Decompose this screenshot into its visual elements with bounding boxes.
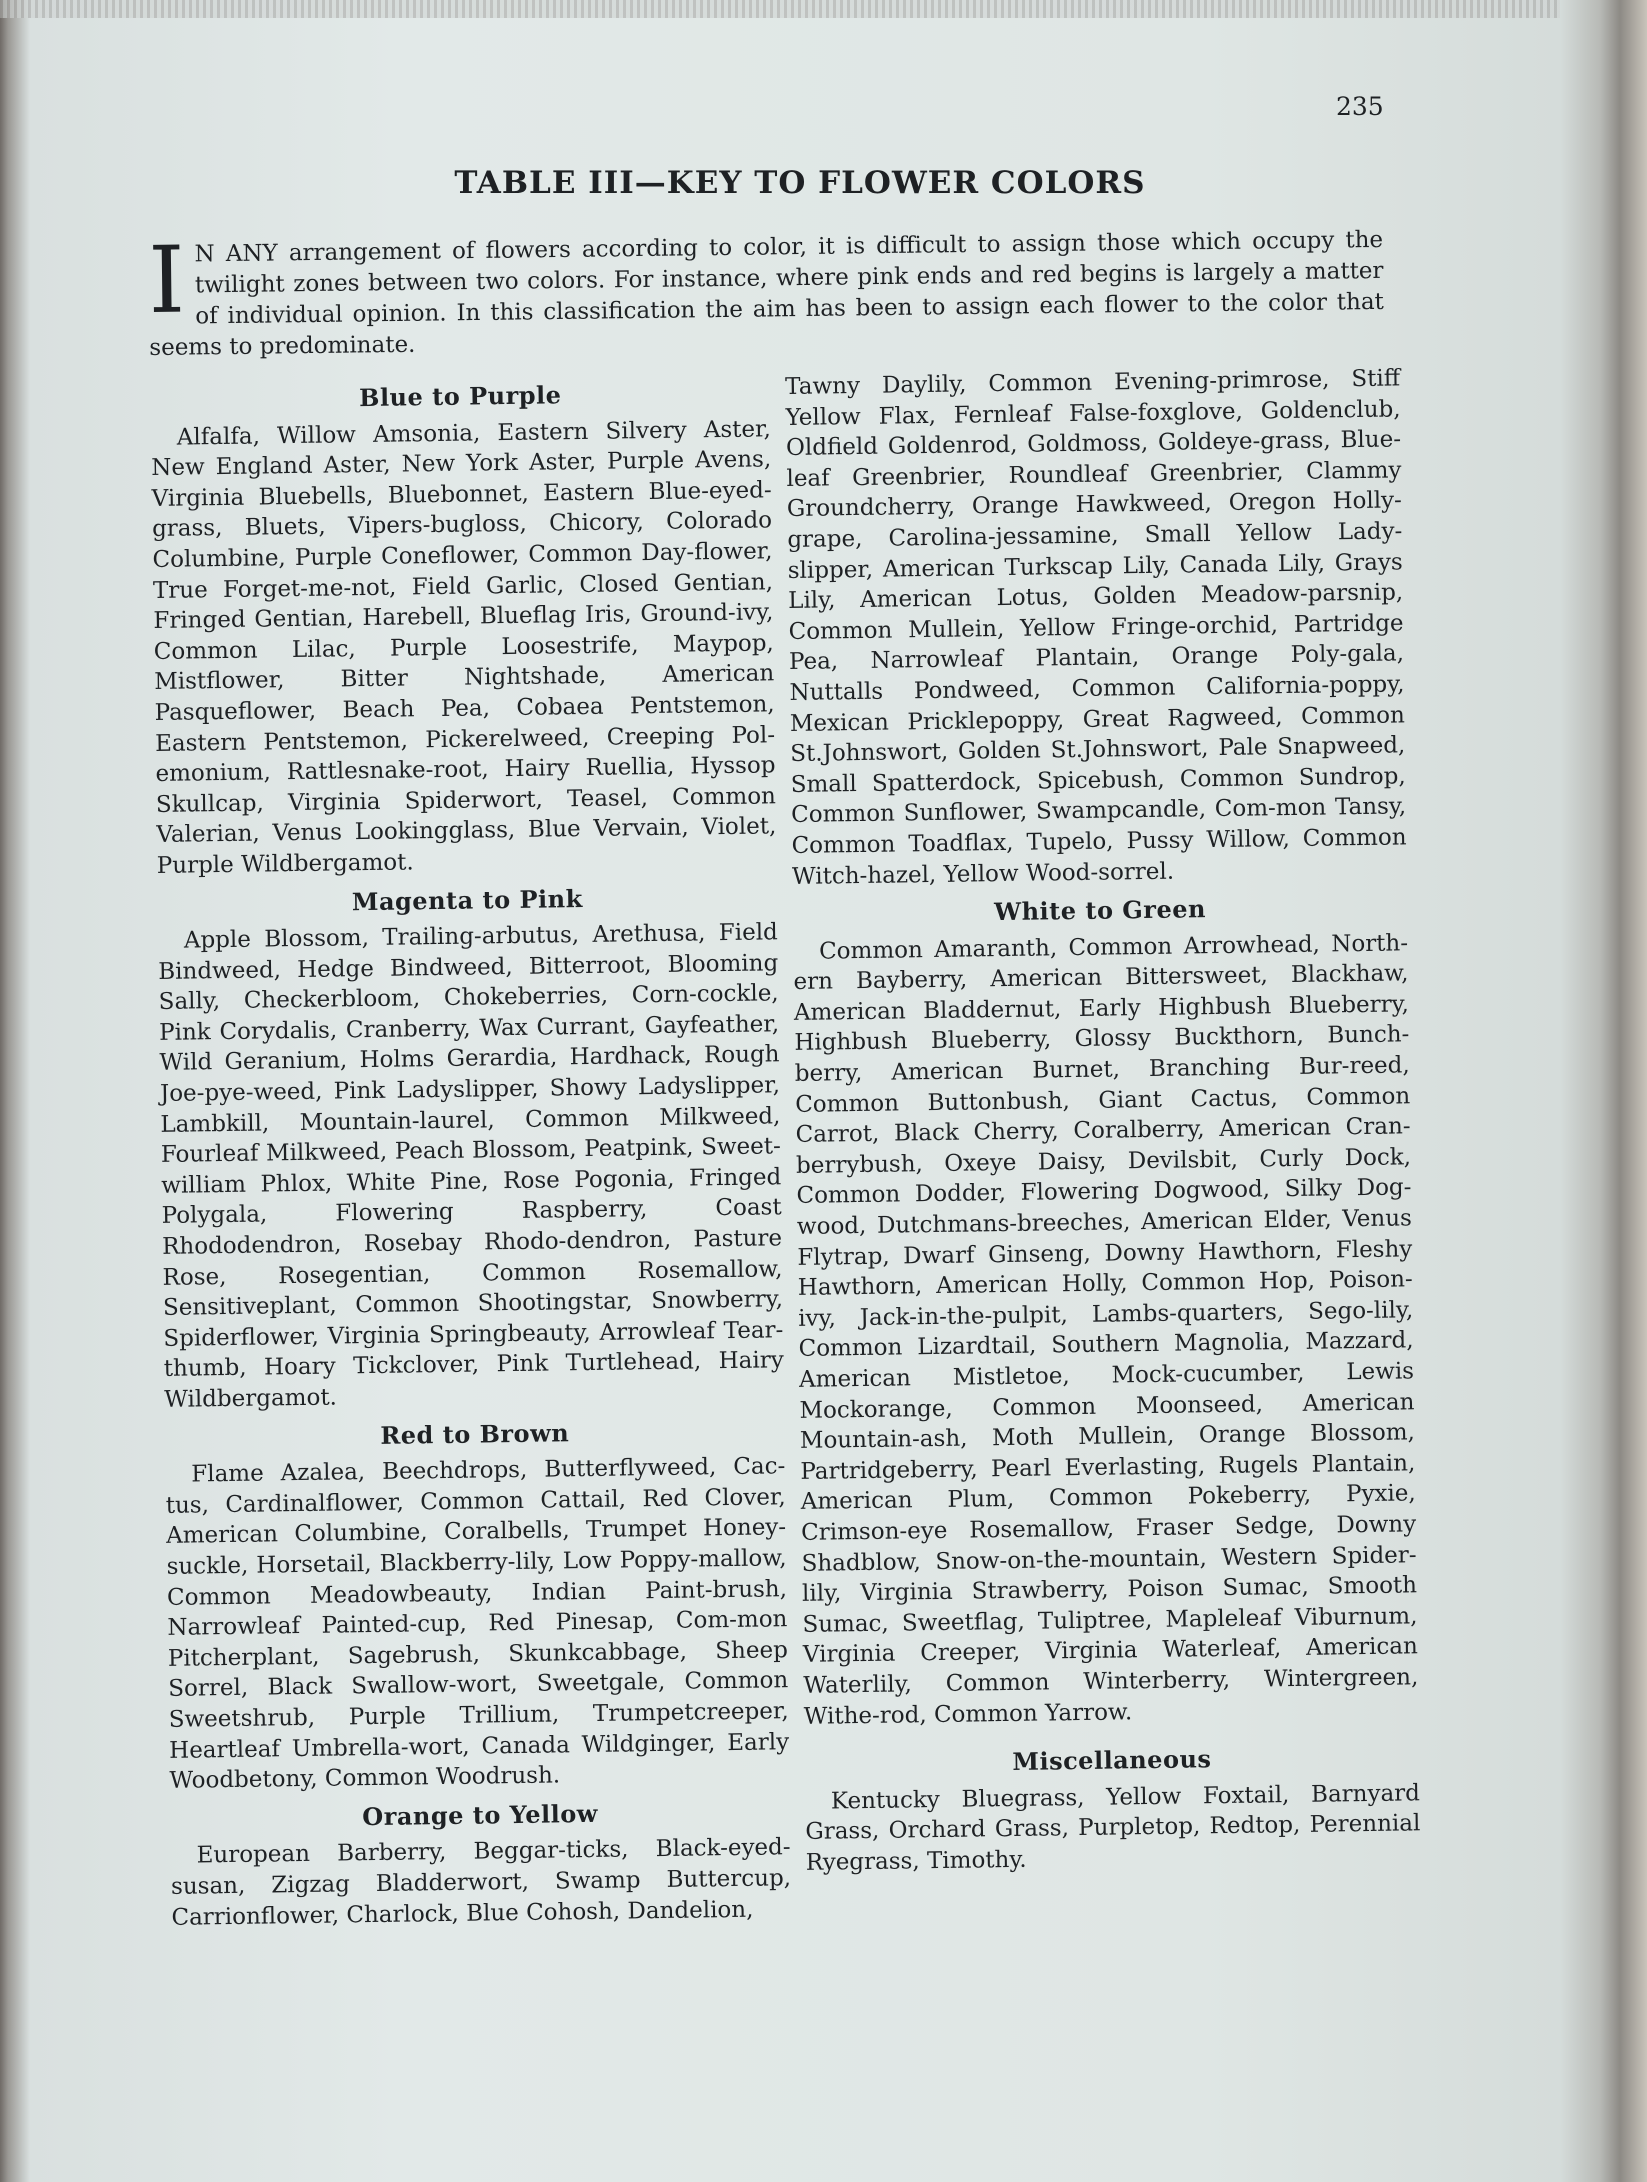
heading-miscellaneous: Miscellaneous	[1012, 1744, 1212, 1777]
list-red-brown: Flame Azalea, Beechdrops, Butterflyweed, Cac-tus, Cardinalflower, Common Cattail, Red Clover, American Columbine, Coralbells, Trumpet Honey-suckle, Horsetail, Blackberry-lily, Low Poppy-mallow, Common Meadowbeauty, Indian Paint-brush, Narrowleaf Painted-cup, Red Pinesap, Com-mon Pitcherplant, Sagebrush, Skunkcabbage, Sheep Sorrel, Black Swallow-wort, Sweetgale, Common Sweetshrub, Purple Trillium, Trumpetcreeper, Heartleaf Umbrella-wort, Canada Wildginger, Early Woodbetony, Common Woodrush.	[165, 1453, 790, 1794]
list-white-green: Common Amaranth, Common Arrowhead, North-ern Bayberry, American Bittersweet, Blackhaw, American Bladdernut, Early Highbush Blueberry, Highbush Blueberry, Glossy Buckthorn, Bunch-berry, American Burnet, Branching Bur-reed, Common Buttonbush, Giant Cactus, Common Carrot, Black Cherry, Coralberry, American Cran-berrybush, Oxeye Daisy, Devilsbit, Curly Dock, Common Dodder, Flowering Dogwood, Silky Dog-wood, Dutchmans-breeches, American Elder, Venus Flytrap, Dwarf Ginseng, Downy Hawthorn, Fleshy Hawthorn, American Holly, Common Hop, Poison-ivy, Jack-in-the-pulpit, Lambs-quarters, Sego-lily, Common Lizardtail, Southern Magnolia, Mazzard, American Mistletoe, Mock-cucumber, Lewis Mockorange, Common Moonseed, American Mountain-ash, Moth Mullein, Orange Blossom, Partridgeberry, Pearl Everlasting, Rugels Plantain, American Plum, Common Pokeberry, Pyxie, Crimson-eye Rosemallow, Fraser Sedge, Downy Shadblow, Snow-on-the-mountain, Western Spider-lily, Virginia Strawberry, Poison Sumac, Smooth Sumac, Sweetflag, Tuliptree, Mapleleaf Viburnum, Virginia Creeper, Virginia Waterleaf, American Waterlily, Common Winterberry, Wintergreen, Withe-rod, Common Yarrow.	[793, 930, 1419, 1730]
list-blue-purple: Alfalfa, Willow Amsonia, Eastern Silvery Aster, New England Aster, New York Aster, Purple Avens, Virginia Bluebells, Bluebonnet, Eastern Blue-eyed-grass, Bluets, Vipers-bugloss, Chicory, Colorado Columbine, Purple Coneflower, Common Day-flower, True Forget-me-not, Field Garlic, Closed Gentian, Fringed Gentian, Harebell, Blueflag Iris, Ground-ivy, Common Lilac, Purple Loosestrife, Maypop, Mistflower, Bitter Nightshade, American Pasqueflower, Beach Pea, Cobaea Pentstemon, Eastern Pentstemon, Pickerelweed, Creeping Pol-emonium, Rattlesnake-root, Hairy Ruellia, Hyssop Skullcap, Virginia Spiderwort, Teasel, Common Valerian, Venus Lookingglass, Blue Vervain, Violet, Purple Wildbergamot.	[151, 415, 777, 879]
list-magenta-pink: Apple Blossom, Trailing-arbutus, Arethusa, Field Bindweed, Hedge Bindweed, Bitterroot, Blooming Sally, Checkerbloom, Chokeberries, Corn-cockle, Pink Corydalis, Cranberry, Wax Currant, Gayfeather, Wild Geranium, Holms Gerardia, Hardhack, Rough Joe-pye-weed, Pink Ladyslipper, Showy Ladyslipper, Lambkill, Mountain-laurel, Common Milkweed, Fourleaf Milkweed, Peach Blossom, Peatpink, Sweet-william Phlox, White Pine, Rose Pogonia, Fringed Polygala, Flowering Raspberry, Coast Rhododendron, Rosebay Rhodo-dendron, Pasture Rose, Rosegentian, Common Rosemallow, Sensitiveplant, Common Shootingstar, Snowberry, Spiderflower, Virginia Springbeauty, Arrowleaf Tear-thumb, Hoary Tickclover, Pink Turtlehead, Hairy Wildbergamot.	[158, 919, 784, 1413]
right-column	[785, 363, 1421, 1878]
page-title: TABLE III—KEY TO FLOWER COLORS	[454, 165, 1146, 201]
list-orange-yellow-part2: Tawny Daylily, Common Evening-primrose, Stiff Yellow Flax, Fernleaf False-foxglove, Goldenclub, Oldfield Goldenrod, Goldmoss, Goldeye-grass, Blue-leaf Greenbrier, Roundleaf Greenbrier, Clammy Groundcherry, Orange Hawkweed, Oregon Holly-grape, Carolina-jessamine, Small Yellow Lady-slipper, American Turkscap Lily, Canada Lily, Grays Lily, American Lotus, Golden Meadow-parsnip, Common Mullein, Yellow Fringe-orchid, Partridge Pea, Narrowleaf Plantain, Orange Poly-gala, Nuttalls Pondweed, Common California-poppy, Mexican Pricklepoppy, Great Ragweed, Common St.Johnswort, Golden St.Johnswort, Pale Snapweed, Small Spatterdock, Spicebush, Common Sundrop, Common Sunflower, Swampcandle, Com-mon Tansy, Common Toadflax, Tupelo, Pussy Willow, Common Witch-hazel, Yellow Wood-sorrel.	[785, 365, 1407, 890]
heading-red-brown: Red to Brown	[380, 1417, 570, 1450]
heading-orange-yellow: Orange to Yellow	[362, 1798, 599, 1831]
heading-blue-purple: Blue to Purple	[358, 380, 562, 413]
heading-magenta-pink: Magenta to Pink	[351, 883, 583, 916]
list-orange-yellow-part1: European Barberry, Beggar-ticks, Black-eyed-susan, Zigzag Bladderwort, Swamp Buttercup, Carrionflower, Charlock, Blue Cohosh, Dandelion,	[170, 1834, 792, 1931]
page-number: 235	[1336, 92, 1384, 121]
scan-edge	[0, 0, 1560, 18]
list-miscellaneous: Kentucky Bluegrass, Yellow Foxtail, Barnyard Grass, Orchard Grass, Purpletop, Redtop, Perennial Ryegrass, Timothy.	[805, 1779, 1421, 1876]
intro-paragraph	[148, 225, 1384, 364]
left-column	[150, 369, 792, 1933]
intro-text: N ANY arrangement of flowers according to color, it is difficult to assign those which occupy the twilight zones between two colors. For instance, where pink ends and red begins is largely a matter of individual opinion. In this classification the aim has been to assign each flower to the color that seems to predominate.	[149, 226, 1385, 361]
drop-cap: I	[147, 226, 186, 334]
heading-white-green: White to Green	[993, 894, 1207, 927]
